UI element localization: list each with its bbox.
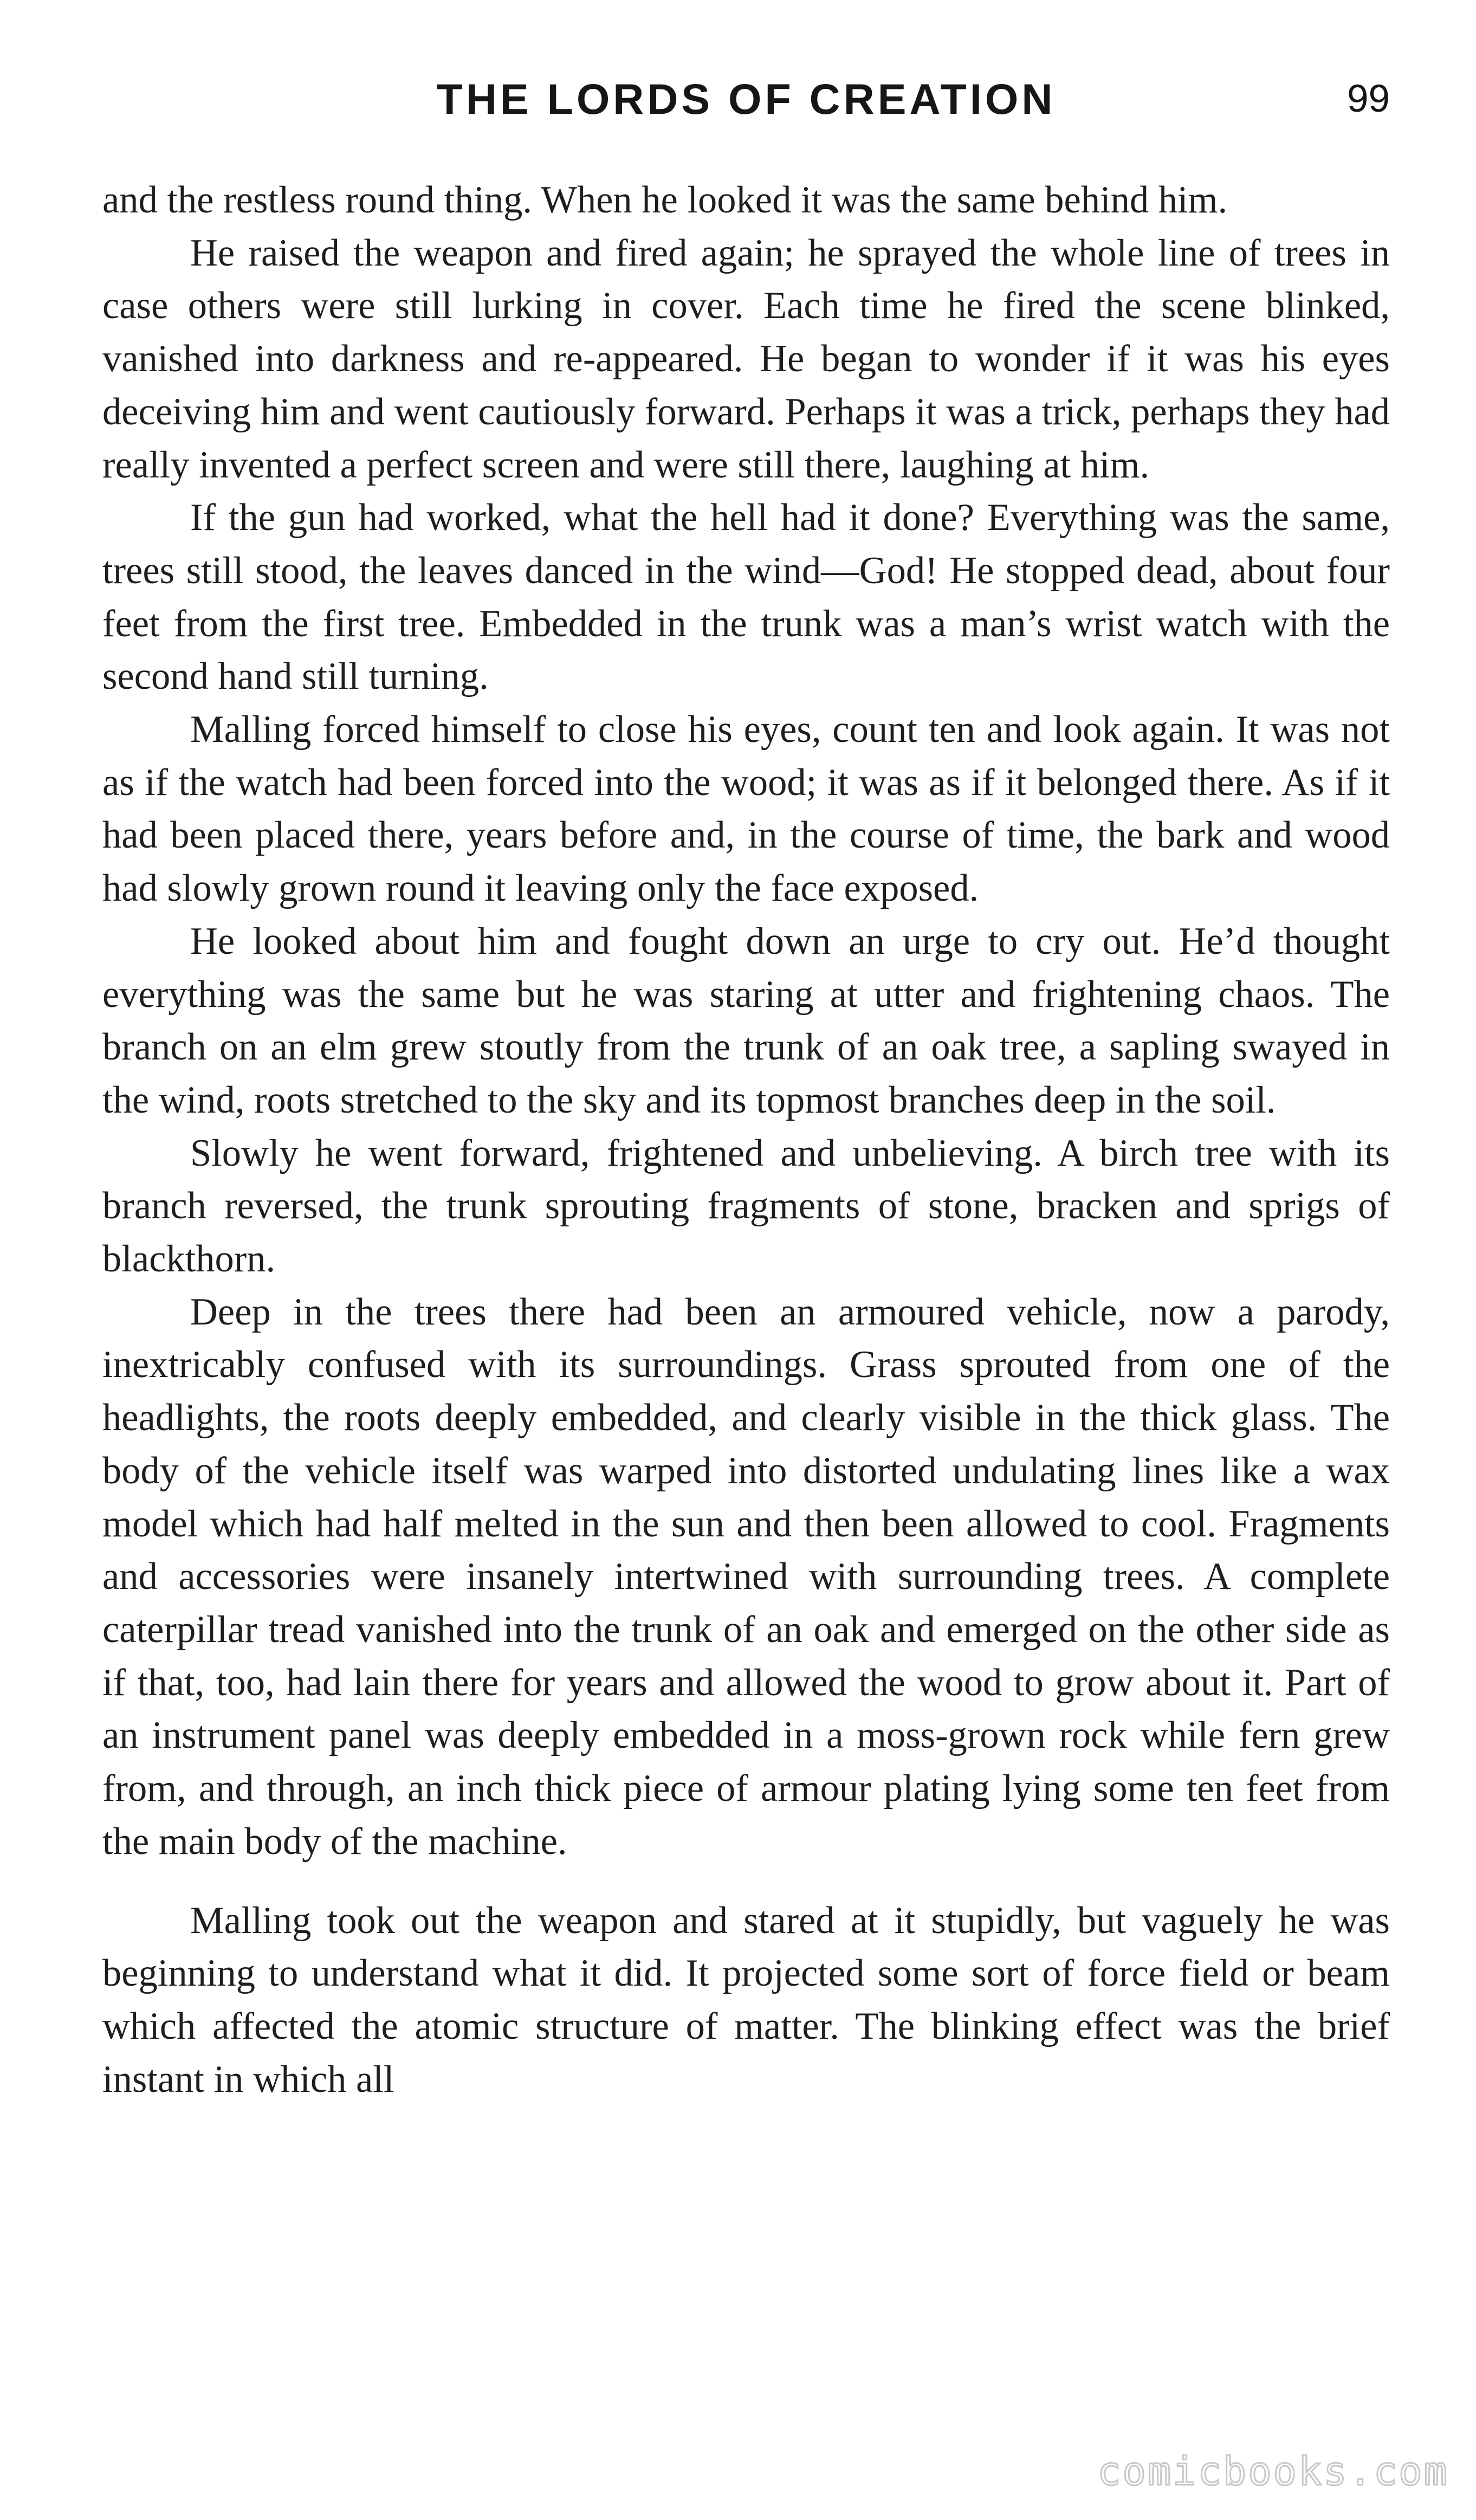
paragraph-7: Deep in the trees there had been an armoured vehicle, now a parody, inextricably confused with its surroundings. Grass sprouted from one of the headlights, the roots deeply embedded, and clearly visible in the thick glass. The body of the vehicle itself was warped into distorted undulating lines like a wax model which had half melted in the sun and then been allowed to cool. Fragments and accessories were insanely intertwined with surrounding trees. A complete caterpillar tread vanished into the trunk of an oak and emerged on the other side as if that, too, had lain there for years and allowed the wood to grow about it. Part of an instrument panel was deeply embedded in a moss-grown rock while fern grew from, and through, an inch thick piece of armour plating lying some ten feet from the main body of the machine. [102, 1290, 1390, 1863]
paragraph-3: If the gun had worked, what the hell had it done? Everything was the same, trees still stood, the leaves danced in the wind—God! He stopped dead, about four feet from the first tree. Embedded in the trunk was a man’s wrist watch with the second hand still turning. [102, 496, 1390, 698]
page-number: 99 [1347, 77, 1390, 120]
paragraph-1: and the restless round thing. When he looked it was the same behind him. [102, 179, 1228, 221]
paragraph-8: Malling took out the weapon and stared at it stupidly, but vaguely he was beginning to understand what it did. It projected some sort of force field or beam which affected the atomic structure of matter. The blinking effect was the brief instant in which all [102, 1899, 1390, 2101]
paragraph-6: Slowly he went forward, frightened and unbelieving. A birch tree with its branch reversed, the trunk sprouting fragments of stone, bracken and sprigs of blackthorn. [102, 1132, 1390, 1281]
paragraph-5: He looked about him and fought down an urge to cry out. He’d thought everything was the same but he was staring at utter and frightening chaos. The branch on an elm grew stoutly from the trunk of an oak tree, a sapling swayed in the wind, roots stretched to the sky and its topmost branches deep in the soil. [102, 920, 1390, 1121]
running-head [102, 64, 1390, 134]
watermark: comicbooks.com [1097, 2448, 1449, 2494]
running-title: THE LORDS OF CREATION [436, 75, 1056, 123]
paragraph-2: He raised the weapon and fired again; he sprayed the whole line of trees in case others were still lurking in cover. Each time he fired the scene blinked, vanished into darkness and re-appeared. He began to wonder if it was his eyes deceiving him and went cautiously forward. Perhaps it was a trick, perhaps they had really invented a perfect screen and were still there, laughing at him. [102, 231, 1390, 486]
paragraph-4: Malling forced himself to close his eyes, count ten and look again. It was not as if the watch had been forced into the wood; it was as if it belonged there. As if it had been placed there, years before and, in the course of time, the bark and wood had slowly grown round it leaving only the face exposed. [102, 708, 1390, 910]
body-text [102, 174, 1390, 2106]
